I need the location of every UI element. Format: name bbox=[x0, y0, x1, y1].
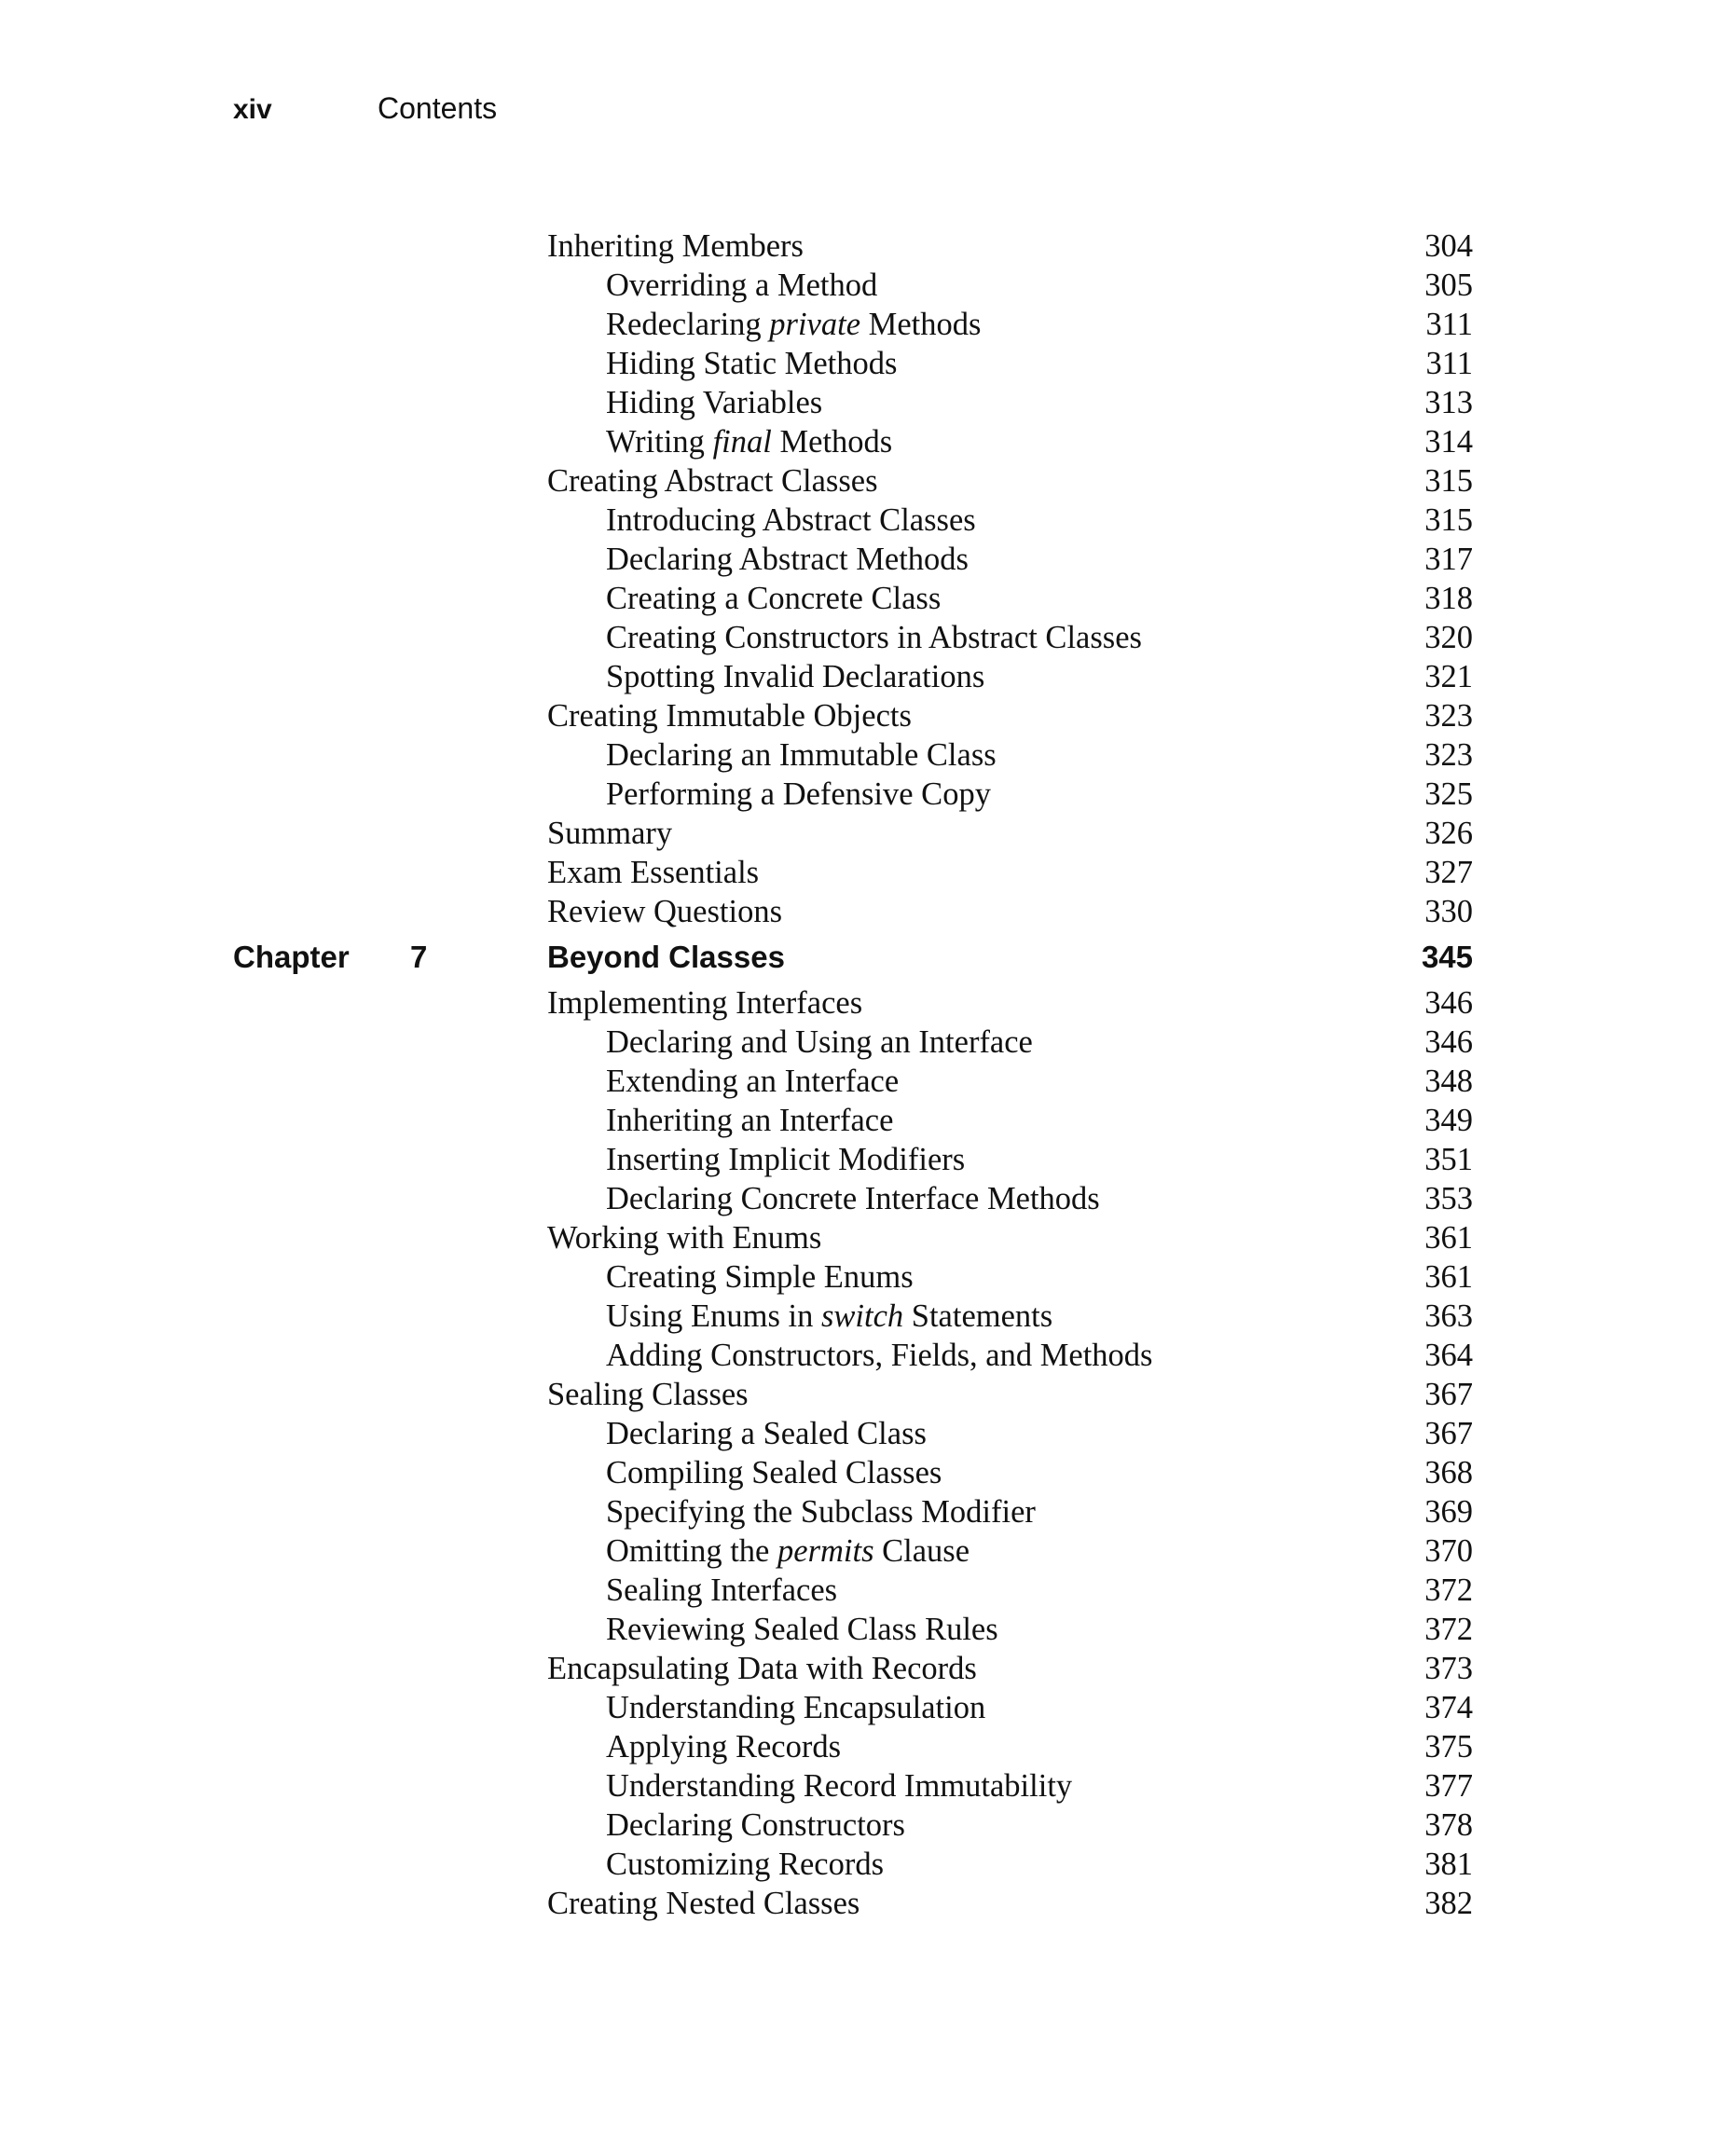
toc-subsection-entry bbox=[0, 1297, 1719, 1336]
chapter-word: Chapter bbox=[233, 940, 350, 974]
toc-subsection-entry bbox=[0, 1140, 1719, 1179]
toc-entry-page: 315 bbox=[1424, 463, 1473, 499]
toc-subsection-entry bbox=[0, 1257, 1719, 1297]
toc-subsection-entry bbox=[0, 1453, 1719, 1492]
toc-entry-title: Declaring an Immutable Class bbox=[606, 737, 997, 773]
toc-section-entry bbox=[0, 853, 1719, 892]
toc-entry-page: 368 bbox=[1424, 1455, 1473, 1490]
toc-subsection-entry bbox=[0, 1727, 1719, 1766]
toc-entry-page: 349 bbox=[1424, 1103, 1473, 1138]
toc-entry-page: 381 bbox=[1424, 1847, 1473, 1882]
toc-entry-page: 325 bbox=[1424, 776, 1473, 812]
toc-entry-page: 330 bbox=[1424, 894, 1473, 929]
toc-entry-page: 315 bbox=[1424, 502, 1473, 538]
toc-entry-title: Implementing Interfaces bbox=[547, 985, 863, 1021]
toc-entry-page: 375 bbox=[1424, 1729, 1473, 1765]
toc-entry-title: Omitting the permits Clause bbox=[606, 1533, 970, 1569]
toc-subsection-entry bbox=[0, 1492, 1719, 1531]
toc-entry-title: Working with Enums bbox=[547, 1220, 822, 1256]
toc-subsection-entry bbox=[0, 579, 1719, 618]
toc-entry-title: Applying Records bbox=[606, 1729, 842, 1765]
toc-entry-title: Creating Immutable Objects bbox=[547, 698, 912, 734]
toc-entry-page: 318 bbox=[1424, 581, 1473, 616]
toc-entry-page: 314 bbox=[1424, 424, 1473, 460]
toc-section-entry bbox=[0, 461, 1719, 501]
toc-entry-page: 353 bbox=[1424, 1181, 1473, 1216]
toc-subsection-entry bbox=[0, 422, 1719, 461]
running-header: Contents bbox=[378, 91, 498, 125]
toc-entry-title: Inserting Implicit Modifiers bbox=[606, 1142, 966, 1177]
toc-section-entry bbox=[0, 1375, 1719, 1414]
toc-entry-page: 382 bbox=[1424, 1886, 1473, 1921]
toc-entry-title: Performing a Defensive Copy bbox=[606, 776, 991, 812]
toc-subsection-entry bbox=[0, 618, 1719, 657]
toc-entry-title: Writing final Methods bbox=[606, 424, 893, 460]
toc-entry-page: 369 bbox=[1424, 1494, 1473, 1530]
toc-entry-title: Introducing Abstract Classes bbox=[606, 502, 976, 538]
toc-entry-page: 367 bbox=[1424, 1416, 1473, 1451]
toc-entry-page: 313 bbox=[1424, 385, 1473, 420]
toc-entry-page: 346 bbox=[1424, 985, 1473, 1021]
toc-entries-after bbox=[0, 983, 1719, 1923]
toc-entry-title: Overriding a Method bbox=[606, 268, 878, 303]
toc-section-entry bbox=[0, 696, 1719, 735]
toc-entry-page: 348 bbox=[1424, 1064, 1473, 1099]
toc-entry-title: Review Questions bbox=[547, 894, 783, 929]
toc-entry-title: Creating Constructors in Abstract Classes bbox=[606, 620, 1142, 655]
toc-entry-title: Sealing Interfaces bbox=[606, 1572, 838, 1608]
toc-entry-title: Using Enums in switch Statements bbox=[606, 1298, 1053, 1334]
toc-entry-title: Declaring and Using an Interface bbox=[606, 1024, 1033, 1060]
toc-entry-title: Creating Simple Enums bbox=[606, 1259, 914, 1295]
page-number: xiv bbox=[233, 94, 272, 125]
toc-entry-title: Reviewing Sealed Class Rules bbox=[606, 1612, 998, 1647]
toc-section-entry bbox=[0, 814, 1719, 853]
toc-entry-page: 361 bbox=[1424, 1259, 1473, 1295]
toc-section-entry bbox=[0, 983, 1719, 1023]
toc-section-entry bbox=[0, 892, 1719, 931]
toc-entry-page: 370 bbox=[1424, 1533, 1473, 1569]
toc-entry-title: Declaring Concrete Interface Methods bbox=[606, 1181, 1100, 1216]
chapter-title: Beyond Classes bbox=[547, 940, 785, 974]
toc-entry-title: Redeclaring private Methods bbox=[606, 307, 982, 342]
toc-subsection-entry bbox=[0, 1062, 1719, 1101]
toc-subsection-entry bbox=[0, 1806, 1719, 1845]
toc-entry-title: Extending an Interface bbox=[606, 1064, 900, 1099]
toc-subsection-entry bbox=[0, 1101, 1719, 1140]
toc-entry-title: Hiding Variables bbox=[606, 385, 823, 420]
toc-entry-title: Sealing Classes bbox=[547, 1377, 749, 1412]
toc-subsection-entry bbox=[0, 1766, 1719, 1806]
chapter-number: 7 bbox=[410, 940, 428, 974]
toc-subsection-entry bbox=[0, 1023, 1719, 1062]
toc-entry-page: 346 bbox=[1424, 1024, 1473, 1060]
toc-entry-title: Creating Nested Classes bbox=[547, 1886, 860, 1921]
toc-entry-title: Declaring Abstract Methods bbox=[606, 542, 969, 577]
toc-entry-page: 363 bbox=[1424, 1298, 1473, 1334]
toc-entry-title: Creating a Concrete Class bbox=[606, 581, 942, 616]
toc-subsection-entry bbox=[0, 305, 1719, 344]
toc-subsection-entry bbox=[0, 1610, 1719, 1649]
toc-entry-page: 372 bbox=[1424, 1572, 1473, 1608]
toc-entry-page: 311 bbox=[1425, 307, 1473, 342]
toc-section-entry bbox=[0, 1218, 1719, 1257]
toc-entries-before bbox=[0, 227, 1719, 931]
toc-subsection-entry bbox=[0, 1531, 1719, 1571]
toc-subsection-entry bbox=[0, 1179, 1719, 1218]
toc-entry-title: Exam Essentials bbox=[547, 855, 760, 890]
toc-entry-page: 378 bbox=[1424, 1807, 1473, 1843]
toc-subsection-entry bbox=[0, 1336, 1719, 1375]
toc-entry-page: 317 bbox=[1424, 542, 1473, 577]
toc-subsection-entry bbox=[0, 540, 1719, 579]
toc-entry-page: 326 bbox=[1424, 816, 1473, 851]
toc-subsection-entry bbox=[0, 266, 1719, 305]
toc-subsection-entry bbox=[0, 1571, 1719, 1610]
toc-subsection-entry bbox=[0, 657, 1719, 696]
toc-subsection-entry bbox=[0, 775, 1719, 814]
toc-subsection-entry bbox=[0, 501, 1719, 540]
toc-entry-title: Encapsulating Data with Records bbox=[547, 1651, 977, 1686]
toc-entry-title: Understanding Record Immutability bbox=[606, 1768, 1073, 1804]
toc-subsection-entry bbox=[0, 1688, 1719, 1727]
toc-entry-title: Declaring a Sealed Class bbox=[606, 1416, 927, 1451]
toc-entry-title: Creating Abstract Classes bbox=[547, 463, 878, 499]
toc-entry-page: 364 bbox=[1424, 1338, 1473, 1373]
toc-entry-title: Specifying the Subclass Modifier bbox=[606, 1494, 1036, 1530]
toc-subsection-entry bbox=[0, 1845, 1719, 1884]
toc-entry-page: 304 bbox=[1424, 228, 1473, 264]
toc-subsection-entry bbox=[0, 383, 1719, 422]
chapter-heading bbox=[0, 931, 1719, 983]
toc-entry-page: 361 bbox=[1424, 1220, 1473, 1256]
toc-entry-title: Summary bbox=[547, 816, 673, 851]
chapter-page: 345 bbox=[1421, 940, 1473, 974]
toc-subsection-entry bbox=[0, 344, 1719, 383]
toc-entry-title: Spotting Invalid Declarations bbox=[606, 659, 985, 694]
toc-entry-title: Inheriting Members bbox=[547, 228, 804, 264]
toc-entry-page: 311 bbox=[1425, 346, 1473, 381]
toc-subsection-entry bbox=[0, 1414, 1719, 1453]
toc-entry-page: 372 bbox=[1424, 1612, 1473, 1647]
toc-entry-page: 373 bbox=[1424, 1651, 1473, 1686]
toc-entry-page: 351 bbox=[1424, 1142, 1473, 1177]
toc-entry-title: Adding Constructors, Fields, and Methods bbox=[606, 1338, 1153, 1373]
table-of-contents bbox=[0, 227, 1719, 1923]
toc-entry-page: 327 bbox=[1424, 855, 1473, 890]
toc-subsection-entry bbox=[0, 735, 1719, 775]
toc-entry-title: Declaring Constructors bbox=[606, 1807, 905, 1843]
toc-entry-page: 305 bbox=[1424, 268, 1473, 303]
toc-entry-title: Inheriting an Interface bbox=[606, 1103, 894, 1138]
toc-entry-page: 323 bbox=[1424, 698, 1473, 734]
toc-section-entry bbox=[0, 227, 1719, 266]
toc-section-entry bbox=[0, 1884, 1719, 1923]
toc-entry-title: Understanding Encapsulation bbox=[606, 1690, 986, 1725]
toc-entry-title: Customizing Records bbox=[606, 1847, 885, 1882]
toc-entry-title: Hiding Static Methods bbox=[606, 346, 898, 381]
toc-entry-page: 321 bbox=[1424, 659, 1473, 694]
toc-entry-page: 374 bbox=[1424, 1690, 1473, 1725]
toc-entry-page: 367 bbox=[1424, 1377, 1473, 1412]
toc-entry-page: 323 bbox=[1424, 737, 1473, 773]
toc-entry-page: 320 bbox=[1424, 620, 1473, 655]
toc-entry-title: Compiling Sealed Classes bbox=[606, 1455, 942, 1490]
toc-section-entry bbox=[0, 1649, 1719, 1688]
toc-entry-page: 377 bbox=[1424, 1768, 1473, 1804]
